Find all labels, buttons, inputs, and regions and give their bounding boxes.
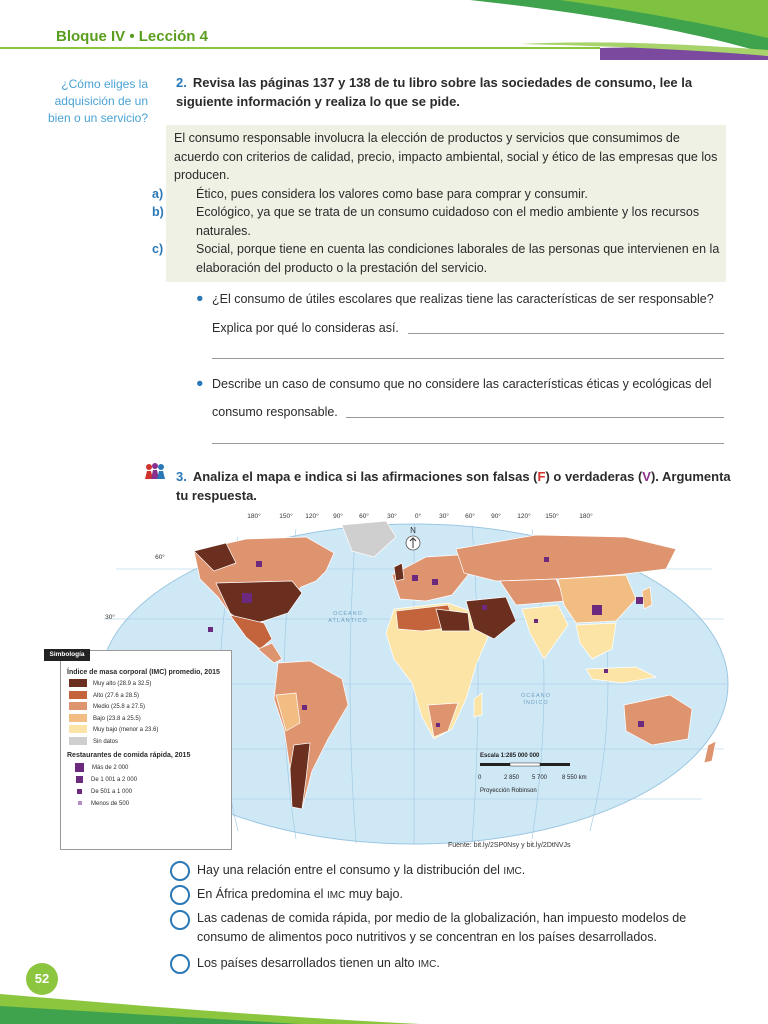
page-number: 52 [26,963,58,995]
lon-label: 180° [579,513,593,520]
legend-swatch [69,737,87,745]
statement [197,861,733,881]
legend-item [75,762,231,774]
statement [197,954,733,974]
legend-label: Medio (25.8 a 27.5) [93,704,146,710]
answer-circle[interactable] [170,861,190,881]
statement-text: Hay una relación entre el consumo y la distribución del [197,863,504,877]
false-letter: F [537,469,546,484]
legend-swatch [69,691,87,699]
ocean-label: OCÉANO [333,611,363,617]
japan [642,587,652,609]
libya-egypt [436,609,470,631]
restaurant-marker-icon [77,789,82,794]
q3-text: ) o verdaderas ( [545,469,643,484]
scale-tick: 5 700 [532,775,548,781]
legend-item [75,774,231,786]
legend-label: Muy bajo (menor a 23.6) [93,727,159,733]
info-item-text: Ético, pues considera los valores como base para comprar y consumir. [196,186,588,201]
restaurant-marker-icon [78,801,82,805]
bullet-question-1-line2: Explica por qué lo consideras así. [212,321,399,335]
answer-circle[interactable] [170,885,190,905]
legend-swatch [69,679,87,687]
info-intro: El consumo responsable involucra la elección de productos y servicios que consumimos de acuerdo con criterios de calidad, precio, impacto ambiental, social y ético de las empresas que los producen. [174,131,718,182]
legend-label: De 501 a 1 000 [91,789,133,795]
lon-label: 30° [387,513,397,520]
footer-decoration [0,990,420,1024]
legend-label: De 1 001 a 2 000 [91,777,138,783]
answer-circle[interactable] [170,910,190,930]
map-legend [60,650,232,850]
legend-item [75,786,231,798]
bullet-question-2-line2: consumo responsable. [212,405,338,419]
statement-abbr: IMC [326,890,346,901]
scale-tick: 0 [478,775,482,781]
bullet-icon: ● [196,291,204,305]
answer-circle[interactable] [170,954,190,974]
statement-text: En África predomina el [197,887,327,901]
statement-text: Las cadenas de comida rápida, por medio de la globalización, han impuesto modelos de consumo de alimentos poco nutritivos y se concentran en los países desarrollados. [197,911,687,944]
lon-label: 90° [491,513,501,520]
info-item-label: a) [152,186,164,201]
ocean-label: OCÉANO [521,693,551,699]
answer-line[interactable] [212,358,724,359]
statement-abbr: IMC [417,959,437,970]
legend-restaurant-title: Restaurantes de comida rápida, 2015 [67,752,191,759]
legend-label: Alto (27.6 a 28.5) [93,692,140,699]
lon-label: 180° [247,513,261,520]
statement [197,885,733,905]
answer-line[interactable] [212,443,724,444]
legend-label: Más de 2 000 [92,765,129,771]
legend-label: Sin datos [93,738,119,745]
legend-item [69,702,231,714]
lon-label: 120° [517,513,531,520]
statement-abbr: IMC [503,866,522,877]
lat-label: 30° [105,614,115,621]
ocean-label: ÍNDICO [523,700,549,706]
projection-label: Proyección Robinson [480,788,537,794]
answer-line[interactable] [346,417,724,418]
answer-line[interactable] [408,333,724,334]
legend-item [69,737,231,749]
info-item [152,185,724,204]
lon-label: 30° [439,513,449,520]
bullet-question-1: ¿El consumo de útiles escolares que realizas tiene las características de ser responsable? [212,292,714,306]
lon-label: 60° [359,513,369,520]
legend-label: Bajo (23.8 a 25.5) [93,715,141,722]
restaurant-marker-icon [76,776,83,783]
statement-text: Los países desarrollados tienen un alto [197,956,418,970]
legend-label: Menos de 500 [91,801,130,807]
scale-tick: 2 850 [504,775,520,781]
legend-tab: Simbología [44,649,90,661]
legend-imc-title: Índice de masa corporal (IMC) promedio, 2015 [67,669,220,676]
question-2 [176,73,728,111]
lon-label: 60° [465,513,475,520]
question-number: 2. [176,75,187,90]
info-item-text: Ecológico, ya que se trata de un consumo cuidadoso con el medio ambiente y los recursos naturales. [196,205,700,238]
question-3 [176,467,736,505]
info-text [152,129,724,277]
map-source: Fuente: bit.ly/2SP0Nsy y bit.ly/2DtNVJs [448,842,571,849]
statement-text: . [521,863,526,877]
ocean-label: ATLÁNTICO [328,618,368,624]
info-item-text: Social, porque tiene en cuenta las condiciones laborales de las personas que intervienen en la elaboración del producto o la prestación del servicio. [196,242,720,275]
new-zealand [704,741,716,763]
legend-swatch [69,714,87,722]
legend-label: Muy alto (28.9 a 32.5) [93,681,152,687]
statement [197,909,733,947]
lesson-title: Bloque IV • Lección 4 [56,28,208,45]
lon-label: 0° [414,513,422,520]
restaurant-marker-icon [75,763,84,772]
lon-label: 120° [305,513,319,520]
bullet-question-2: Describe un caso de consumo que no considere las características éticas y ecológicas del [212,377,712,391]
true-letter: V [642,469,651,484]
lon-label: 150° [279,513,293,520]
lon-label: 150° [545,513,559,520]
info-item [152,203,724,240]
legend-item [69,691,231,703]
statement-text: muy bajo. [345,887,403,901]
bullet-icon: ● [196,376,204,390]
info-item [152,240,724,277]
statement-text: . [436,956,440,970]
q3-text: Analiza el mapa e indica si las afirmaciones son falsas ( [192,469,538,484]
question-2-instruction: Revisa las páginas 137 y 138 de tu libro sobre las sociedades de consumo, lee la siguiente información y realiza lo que se pide. [176,75,693,109]
legend-item [69,679,231,691]
legend-swatch [69,702,87,710]
north-label: N [410,526,416,535]
legend-swatch [69,725,87,733]
teamwork-icon [144,462,166,480]
header-divider [0,47,600,49]
legend-item [75,798,231,810]
info-item-label: b) [152,205,164,219]
scale-tick: 8 550 km [562,775,587,781]
legend-item [69,714,231,726]
q3-text: ). Argumenta tu respuesta. [176,469,731,503]
question-number: 3. [176,469,187,484]
lat-label: 60° [155,554,165,561]
scale-title: Escala 1:285 000 000 [480,753,540,759]
side-question: ¿Cómo eliges la adquisición de un bien o un servicio? [47,77,148,125]
lon-label: 90° [333,513,343,520]
info-item-label: c) [152,242,164,256]
legend-item [69,725,231,737]
